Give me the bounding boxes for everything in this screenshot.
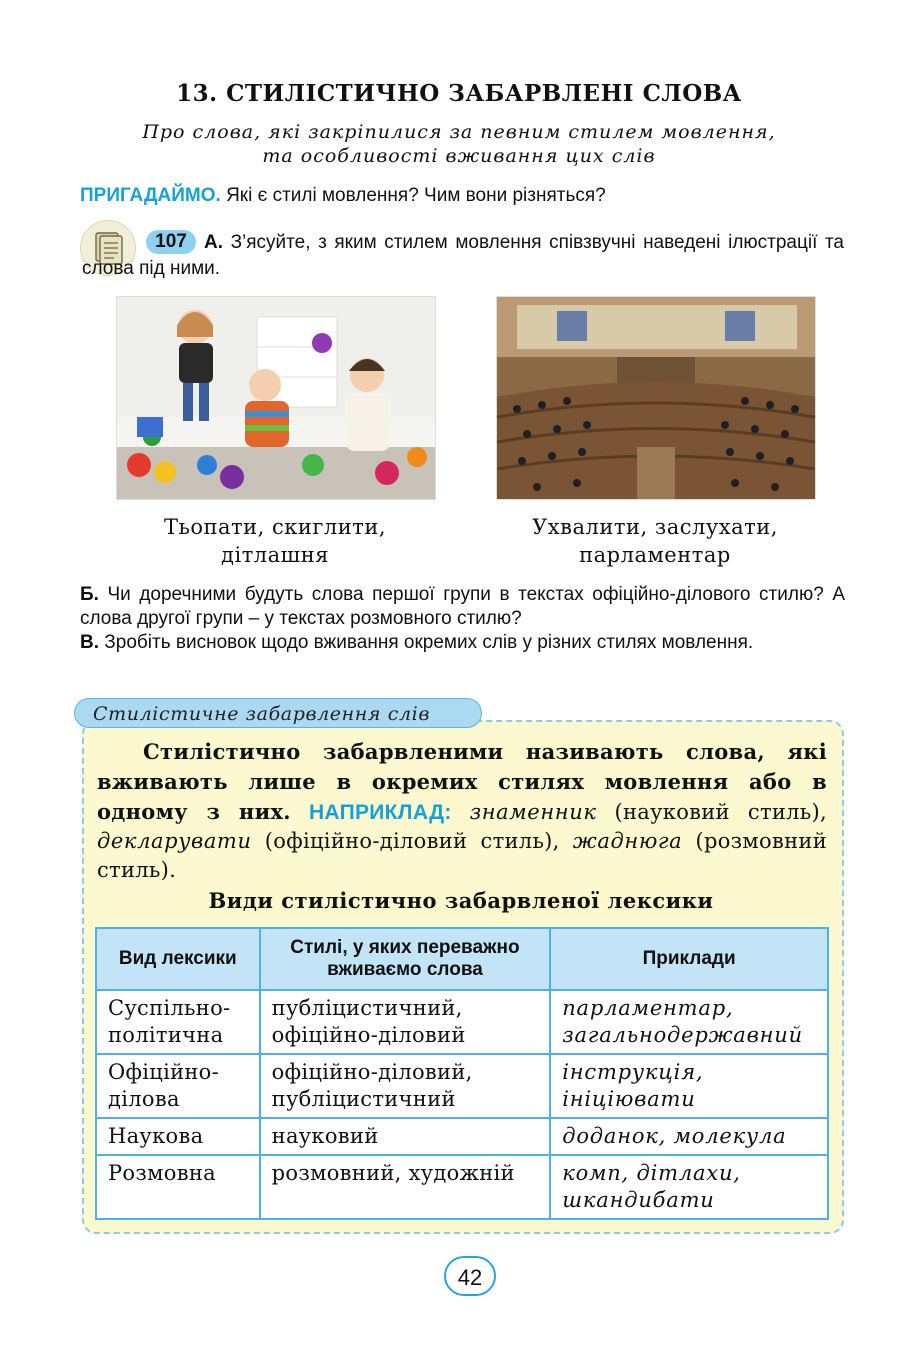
example-style-1: (науковий стиль), <box>596 800 828 824</box>
cell-examples: доданок, молекула <box>550 1118 828 1155</box>
cell-type: Суспільно-політична <box>96 990 260 1054</box>
cell-type: Офіційно-ділова <box>96 1054 260 1118</box>
image-caption-1 <box>95 513 455 569</box>
cell-styles: офіційно-діловий, публіцистичний <box>260 1054 551 1118</box>
rule-tag: Стилістичне забарвлення слів <box>74 698 482 728</box>
parliament-hall-image <box>496 296 816 500</box>
page-title: 13. СТИЛІСТИЧНО ЗАБАРВЛЕНІ СЛОВА <box>176 80 742 107</box>
header-lexicon-type: Вид лексики <box>96 928 260 990</box>
cell-examples: парламентар, загальнодержавний <box>550 990 828 1054</box>
part-c-text: Зробіть висновок щодо вживання окремих слів у різних стилях мовлення. <box>99 632 754 653</box>
subtitle-line-2: та особливості вживання цих слів <box>262 145 656 167</box>
cell-type: Розмовна <box>96 1155 260 1219</box>
exercise-part-b <box>80 583 845 631</box>
exercise-parts-b-c <box>80 583 845 655</box>
example-style-2: (офіційно-діловий стиль), <box>251 829 573 853</box>
example-word-3: жаднюга <box>572 829 683 853</box>
lexicon-table <box>95 927 829 1220</box>
cell-examples: комп, дітлахи, шкандибати <box>550 1155 828 1219</box>
exercise-part-a <box>82 230 844 282</box>
part-b-label: Б. <box>80 584 99 605</box>
cell-styles: науковий <box>260 1118 551 1155</box>
table-row <box>96 1118 828 1155</box>
table-row <box>96 1054 828 1118</box>
caption-2-line-2: парламентар <box>579 543 731 567</box>
rule-definition: Стилістично забарвленими називають слова, які вживають лише в окремих стилях мовлення або в одному з них. <box>97 739 827 824</box>
example-style-3: (розмовний стиль). <box>97 829 828 882</box>
rule-text <box>97 737 827 885</box>
table-title: Види стилістично забарвленої лексики <box>208 888 714 913</box>
children-playing-image <box>116 296 436 500</box>
part-b-text: Чи доречними будуть слова першої групи в текстах офіційно-ділового стилю? А слова другої групи – у текстах розмовного стилю? <box>80 584 845 629</box>
page-number: 42 <box>444 1256 496 1296</box>
part-a-text: З’ясуйте, з яким стилем мовлення співзвучні наведені ілюстрації та слова під ними. <box>82 232 844 279</box>
exercise-number-badge: 107 <box>146 230 196 254</box>
cell-examples: інструкція, ініціювати <box>550 1054 828 1118</box>
cell-styles: розмовний, художній <box>260 1155 551 1219</box>
caption-1-line-2: дітлашня <box>221 543 329 567</box>
example-word-2: декларувати <box>97 829 252 853</box>
recall-prompt <box>80 184 860 208</box>
header-examples: Приклади <box>550 928 828 990</box>
header-styles: Стилі, у яких переважно вживаємо слова <box>260 928 551 990</box>
table-row <box>96 1155 828 1219</box>
caption-1-line-1: Тьопати, скиглити, <box>163 515 387 539</box>
part-c-label: В. <box>80 632 99 653</box>
image-caption-2 <box>475 513 835 569</box>
table-header-row <box>96 928 828 990</box>
table-row <box>96 990 828 1054</box>
exercise-part-c <box>80 631 845 655</box>
part-a-label: А. <box>204 232 223 253</box>
example-label: НАПРИКЛАД: <box>308 801 452 824</box>
page-subtitle <box>100 120 818 168</box>
cell-type: Наукова <box>96 1118 260 1155</box>
cell-styles: публіцистичний, офіційно-діловий <box>260 990 551 1054</box>
recall-label: ПРИГАДАЙМО. <box>80 185 221 206</box>
caption-2-line-1: Ухвалити, заслухати, <box>532 515 778 539</box>
recall-text: Які є стилі мовлення? Чим вони різняться? <box>220 185 606 206</box>
subtitle-line-1: Про слова, які закріпилися за певним стилем мовлення, <box>142 121 776 143</box>
example-word-1: знаменник <box>469 800 597 824</box>
